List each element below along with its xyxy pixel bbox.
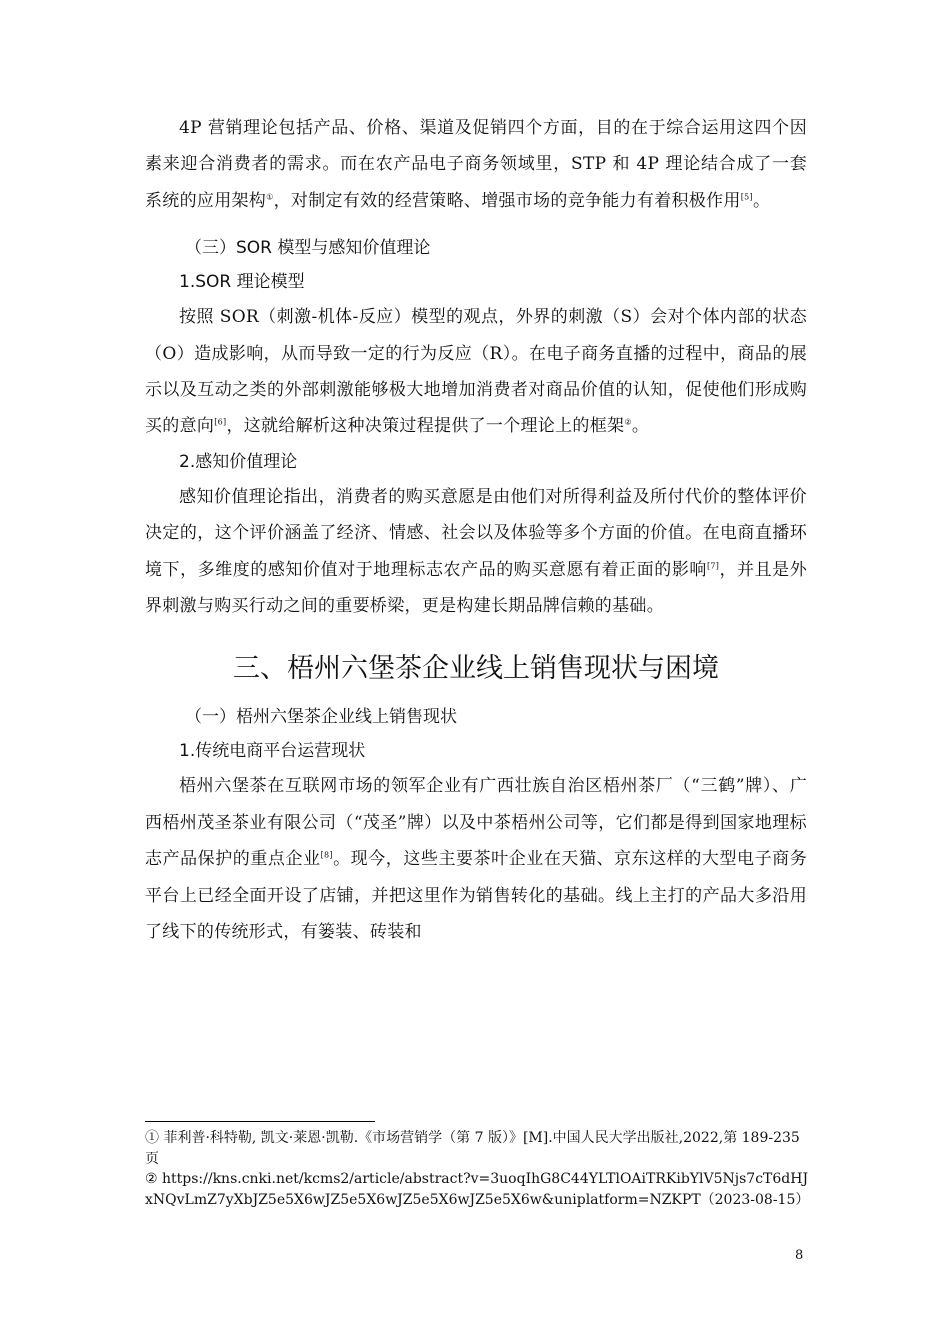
paragraph-text: 按照 SOR（刺激-机体-反应）模型的观点，外界的刺激（S）会对个体内部的状态（O）造成影响，从而导致一定的行为反应（R）。在电子商务直播的过程中，商品的展示以及互动之类的外部刺激能够极大地增加消费者对商品价值的认知，促使他们形成购买的意向 [145,307,807,437]
chapter-title: 三、梧州六堡茶企业线上销售现状与困境 [233,653,719,685]
page-number: 8 [795,1248,804,1263]
section-heading-online-sales: （一）梧州六堡茶企业线上销售现状 [185,707,457,728]
footnote-separator [145,1121,375,1122]
subheading-sor-model: 1.SOR 理论模型 [179,272,305,293]
paragraph-sor-model [145,299,807,445]
subheading-perceived-value: 2.感知价值理论 [179,451,298,472]
paragraph-text: ，并且是外界刺激与购买行动之间的重要桥梁，更是构建长期品牌信赖的基础。 [145,559,807,617]
paragraph-text: 4P 营销理论包括产品、价格、渠道及促销四个方面，目的在于综合运用这四个因素来迎合消费者的需求。而在农产品电子商务领域里，STP 和 4P 理论结合成了一套系统的应用架构 [145,118,807,211]
paragraph-text: ，对制定有效的经营策略、增强市场的竞争能力有着积极作用 [273,190,741,211]
paragraph-4p-theory [145,110,807,219]
citation-7[interactable]: [7] [706,561,720,570]
citation-5[interactable]: [5] [740,192,753,202]
paragraph-text: 。现今，这些主要茶叶企业在天猫、京东这样的大型电子商务平台上已经全面开设了店铺，并把这里作为销售转化的基础。线上主打的产品大多沿用了线下的传统形式，有篓装、砖装和 [145,849,807,943]
paragraph-text: 梧州六堡茶在互联网市场的领军企业有广西壮族自治区梧州茶厂（“三鹤”牌）、广西梧州茂圣茶业有限公司（“茂圣”牌）以及中茶梧州公司等，它们都是得到国家地理标志产品保护的重点企业 [145,776,807,870]
footnote-1: ① 菲利普·科特勒, 凯文·莱恩·凯勒.《市场营销学（第 7 版）》[M].中国人民大学出版社,2022,第 189-235 页 [145,1130,800,1167]
citation-8[interactable]: [8] [320,850,333,860]
footnote-2[interactable]: ② https://kns.cnki.net/kcms2/article/abstract?v=3uoqIhG8C44YLTlOAiTRKibYlV5Njs7cT6dHJxNQvLmZ7yXbJZ5e5X6wJZ5e5X6wJZ5e5X6wJZ5e5X6w&uniplatform=NZKPT（2023-08-15） [145,1171,810,1208]
paragraph-perceived-value [145,479,807,625]
citation-6[interactable]: [6] [214,417,227,427]
paragraph-text: 。 [752,190,771,211]
footnotes [145,1128,810,1210]
footnote-marker-1[interactable]: ① [266,192,274,202]
paragraph-text: ，这就给解析这种决策过程提供了一个理论上的框架 [226,416,625,437]
paragraph-ecommerce-platform [145,768,807,950]
subheading-ecommerce-platform: 1.传统电商平台运营现状 [179,741,366,762]
footnote-marker-2[interactable]: ② [624,417,632,427]
section-heading-sor: （三）SOR 模型与感知价值理论 [185,238,431,259]
paragraph-text: 感知价值理论指出，消费者的购买意愿是由他们对所得利益及所付代价的整体评价决定的，这个评价涵盖了经济、情感、社会以及体验等多个方面的价值。在电商直播环境下，多维度的感知价值对于地理标志农产品的购买意愿有着正面的影响 [145,486,807,580]
main-content [145,110,807,951]
paragraph-text: 。 [631,416,650,437]
